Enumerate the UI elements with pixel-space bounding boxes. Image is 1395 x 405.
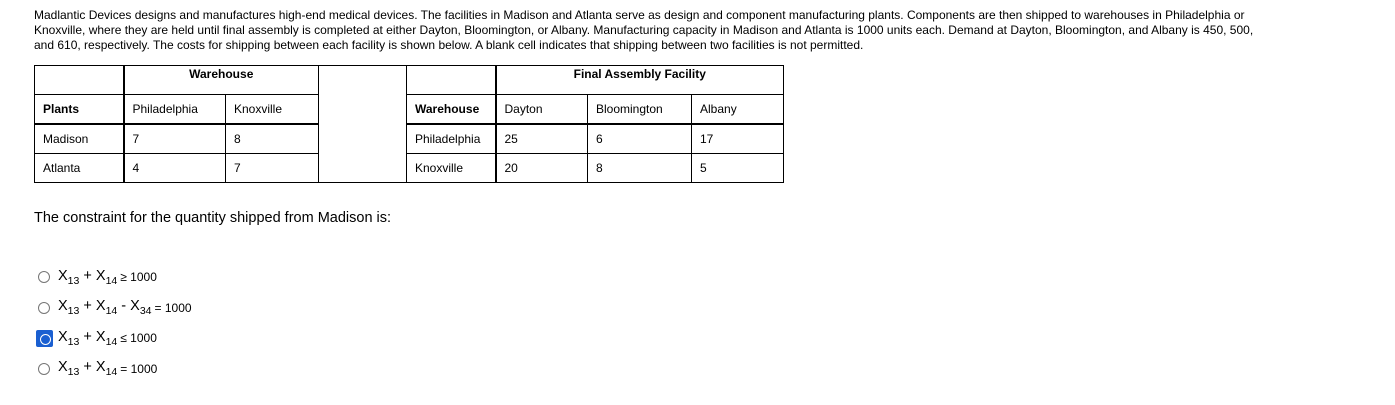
row-label-atlanta: Atlanta: [35, 154, 124, 183]
warehouse-group-header: Warehouse: [124, 66, 319, 95]
cost-cell: 25: [496, 124, 588, 154]
empty-corner-cell: [407, 66, 496, 95]
cost-cell: 7: [226, 154, 319, 183]
radio-button-selected[interactable]: [36, 330, 53, 347]
empty-corner-cell: [35, 66, 124, 95]
option-relation: = 1000: [120, 361, 158, 376]
answer-option-1[interactable]: [38, 262, 192, 293]
answer-options: [38, 262, 192, 384]
warehouse-header: Warehouse: [407, 95, 496, 125]
option-relation: = 1000: [154, 300, 192, 315]
problem-description: Madlantic Devices designs and manufactures high-end medical devices. The facilities in Madison and Atlanta serve as design and component manufacturing plants. Components are then shipped to warehouses in Philadelphia or Knoxville, where they are held until final assembly is completed at either Dayton, Bloomington, or Albany. Manufacturing capacity in Madison and Atlanta is 1000 units each. Demand at Dayton, Bloomington, and Albany is 450, 500, and 610, respectively. The costs for shipping between each facility is shown below. A blank cell indicates that shipping between two facilities is not permitted.: [34, 8, 1254, 52]
row-label-knoxville: Knoxville: [407, 154, 496, 183]
cost-cell: 8: [226, 124, 319, 154]
option-formula: $X_{13} + X_{14}$: [58, 359, 118, 379]
column-header-dayton: Dayton: [496, 95, 588, 125]
shipping-cost-table: [34, 65, 784, 183]
answer-option-2[interactable]: [38, 293, 192, 324]
table-row: [35, 154, 784, 183]
final-assembly-group-header: Final Assembly Facility: [496, 66, 784, 95]
question-text: The constraint for the quantity shipped from Madison is:: [34, 210, 392, 226]
answer-option-4[interactable]: [38, 354, 192, 385]
row-label-madison: Madison: [35, 124, 124, 154]
table-group-header-row: [35, 66, 784, 95]
radio-button[interactable]: [38, 302, 50, 314]
option-relation: ≥ 1000: [120, 270, 157, 285]
column-header-albany: Albany: [692, 95, 784, 125]
table-column-header-row: [35, 95, 784, 125]
cost-cell: 8: [588, 154, 692, 183]
cost-cell: 7: [124, 124, 226, 154]
option-formula: $X_{13} + X_{14} - X_{34}$: [58, 298, 152, 318]
column-header-knoxville: Knoxville: [226, 95, 319, 125]
plants-header: Plants: [35, 95, 124, 125]
option-formula: $X_{13} + X_{14}$: [58, 267, 118, 287]
cost-cell: 4: [124, 154, 226, 183]
row-label-philadelphia: Philadelphia: [407, 124, 496, 154]
radio-button[interactable]: [38, 363, 50, 375]
option-formula: $X_{13} + X_{14}$: [58, 328, 118, 348]
radio-button[interactable]: [38, 271, 50, 283]
column-header-philadelphia: Philadelphia: [124, 95, 226, 125]
option-relation: ≤ 1000: [120, 331, 157, 346]
column-header-bloomington: Bloomington: [588, 95, 692, 125]
cost-cell: 5: [692, 154, 784, 183]
cost-cell: 6: [588, 124, 692, 154]
cost-cell: 17: [692, 124, 784, 154]
table-row: [35, 124, 784, 154]
table-spacer: [319, 66, 407, 183]
answer-option-3[interactable]: [38, 323, 192, 354]
cost-cell: 20: [496, 154, 588, 183]
